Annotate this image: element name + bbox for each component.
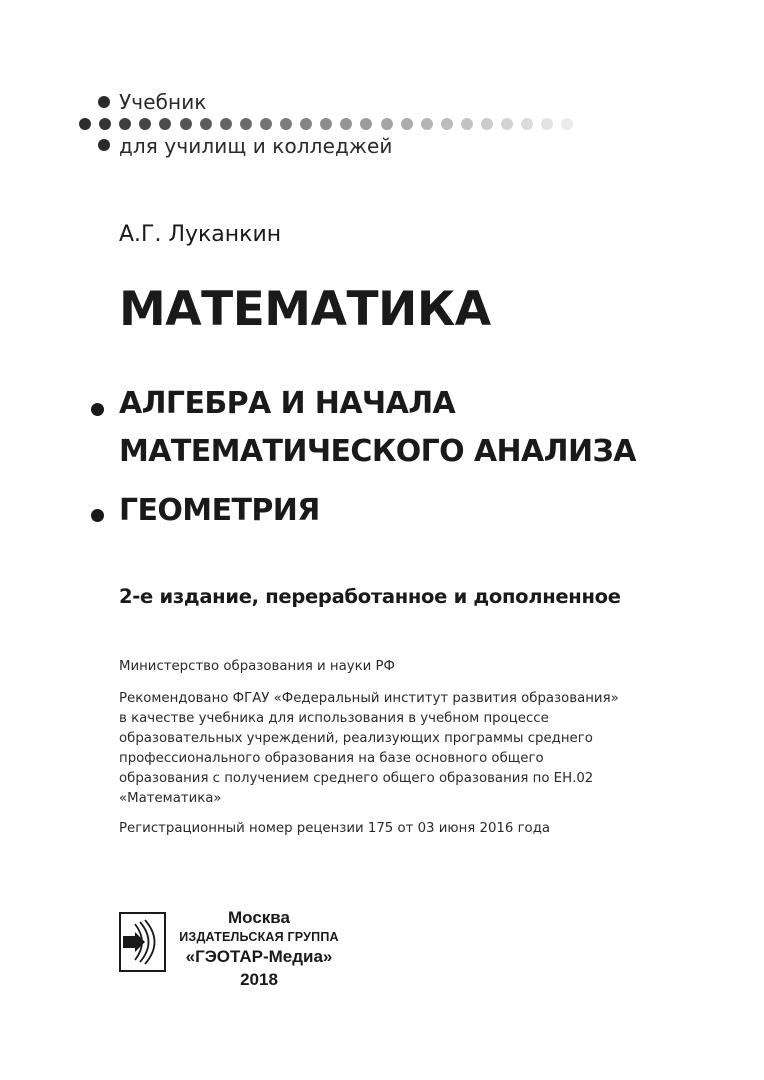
- decorative-dot: [421, 118, 433, 130]
- decorative-dot: [300, 118, 312, 130]
- decorative-dot: [98, 96, 110, 108]
- decorative-dot: [99, 118, 111, 130]
- series-label-audience: для училищ и колледжей: [119, 134, 393, 158]
- decorative-dot: [521, 118, 533, 130]
- subtitle-geometry: ГЕОМЕТРИЯ: [119, 493, 320, 528]
- decorative-dot: [481, 118, 493, 130]
- decorative-dot: [200, 118, 212, 130]
- decorative-dot: [340, 118, 352, 130]
- decorative-dot: [441, 118, 453, 130]
- book-title: МАТЕМАТИКА: [119, 282, 491, 337]
- decorative-dot: [220, 118, 232, 130]
- publisher-city: Москва: [228, 908, 290, 927]
- ministry-line: Министерство образования и науки РФ: [119, 659, 396, 674]
- publisher-group: ИЗДАТЕЛЬСКАЯ ГРУППА: [179, 930, 339, 944]
- publisher-year: 2018: [240, 970, 278, 989]
- recommendation-block: [119, 689, 619, 809]
- decorative-dot: [280, 118, 292, 130]
- decorative-dot: [159, 118, 171, 130]
- publisher-logo: [119, 912, 166, 972]
- author-name: А.Г. Луканкин: [119, 222, 282, 247]
- decorative-dot: [139, 118, 151, 130]
- decorative-dot: [381, 118, 393, 130]
- decorative-dot: [79, 118, 91, 130]
- subtitle-algebra-line2: МАТЕМАТИЧЕСКОГО АНАЛИЗА: [119, 434, 636, 469]
- decorative-dot: [401, 118, 413, 130]
- decorative-dot: [180, 118, 192, 130]
- recommendation-line: образования с получением среднего общего образования по ЕН.02: [119, 771, 594, 786]
- recommendation-line: профессионального образования на базе основного общего: [119, 751, 544, 766]
- publisher-logo-icon: [121, 914, 164, 970]
- registration-line: Регистрационный номер рецензии 175 от 03 июня 2016 года: [119, 821, 551, 836]
- edition-note: 2-е издание, переработанное и дополненное: [119, 585, 621, 608]
- decorative-dot: [461, 118, 473, 130]
- publisher-name: «ГЭОТАР-Медиа»: [185, 947, 333, 966]
- decorative-dot: [501, 118, 513, 130]
- recommendation-line: образовательных учреждений, реализующих программы среднего: [119, 731, 593, 746]
- bullet-icon: [91, 403, 104, 416]
- decorative-dot: [260, 118, 272, 130]
- bullet-icon: [91, 509, 104, 522]
- decorative-dot: [240, 118, 252, 130]
- decorative-dot: [320, 118, 332, 130]
- recommendation-line: в качестве учебника для использования в учебном процессе: [119, 711, 549, 726]
- decorative-dot: [541, 118, 553, 130]
- subtitle-algebra-line1: АЛГЕБРА И НАЧАЛА: [119, 386, 456, 421]
- recommendation-line: Рекомендовано ФГАУ «Федеральный институт развития образования»: [119, 691, 619, 706]
- decorative-dot: [360, 118, 372, 130]
- decorative-dot: [98, 139, 110, 151]
- recommendation-line: «Математика»: [119, 791, 222, 806]
- decorative-dot: [561, 118, 573, 130]
- series-label-textbook: Учебник: [119, 90, 207, 114]
- decorative-dot: [119, 118, 131, 130]
